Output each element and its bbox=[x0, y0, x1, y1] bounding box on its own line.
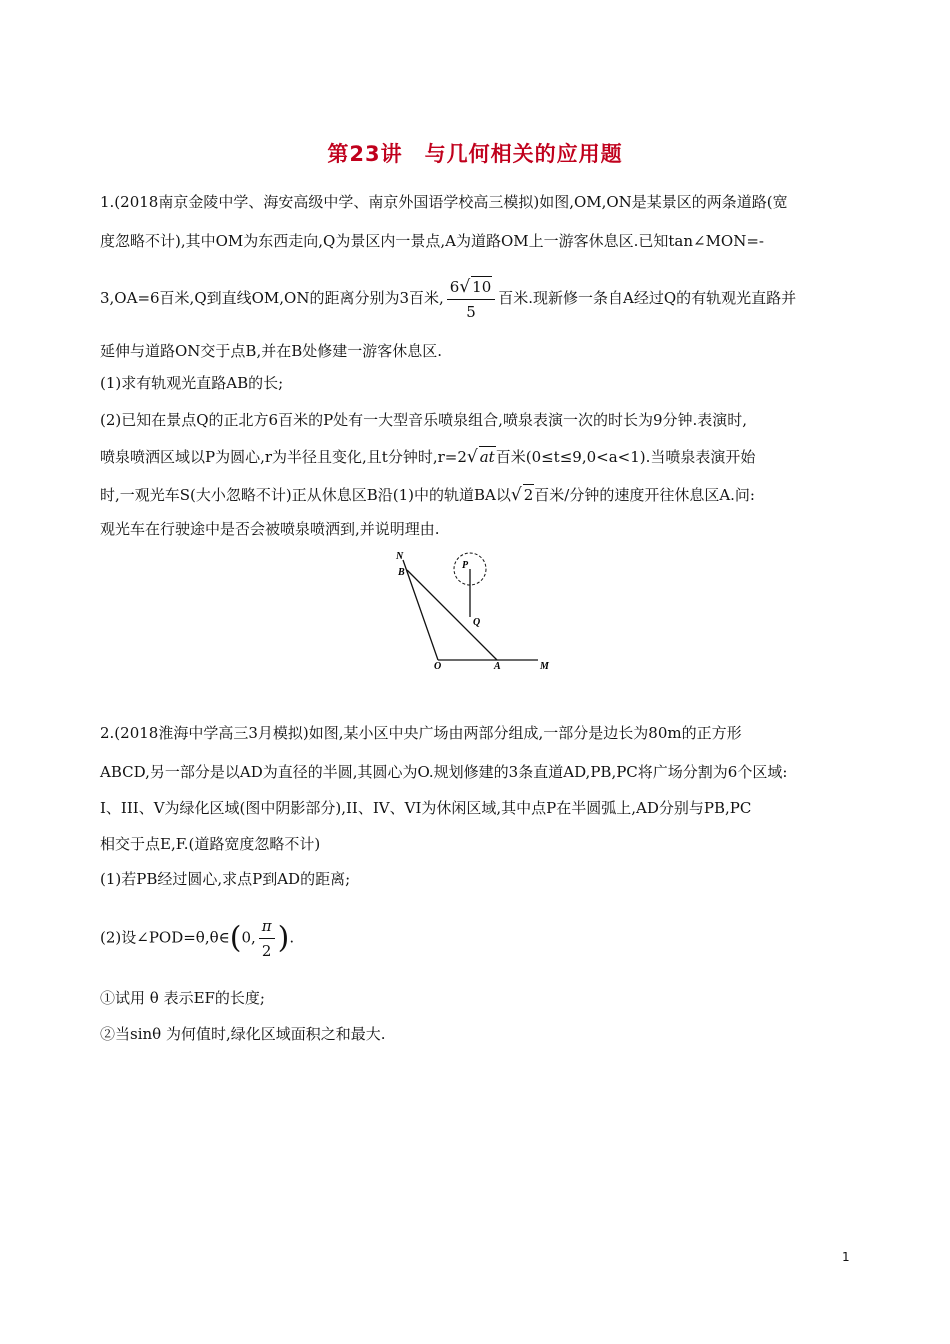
label-Q: Q bbox=[473, 617, 481, 628]
q2-line-2: ABCD,另一部分是以AD为直径的半圆,其圆心为O.规划修建的3条直道AD,PB,PC将广场分割为6个区域: bbox=[100, 763, 788, 781]
q1-part-1: (1)求有轨观光直路AB的长; bbox=[100, 374, 284, 392]
q1-line-4: 延伸与道路ON交于点B,并在B处修建一游客休息区. bbox=[100, 342, 443, 360]
frac-radicand: 10 bbox=[472, 278, 492, 296]
close-paren: ) bbox=[277, 920, 290, 956]
q2-part-2-pre: (2)设∠POD=θ,θ∈ bbox=[100, 928, 230, 947]
q2-line-4: 相交于点E,F.(道路宽度忽略不计) bbox=[100, 835, 321, 853]
label-O: O bbox=[434, 661, 442, 672]
q1-part-2b bbox=[100, 446, 755, 467]
page-number: 1 bbox=[842, 1250, 850, 1264]
fraction-6root10-over-5 bbox=[447, 276, 495, 322]
q2-line-3: I、III、V为绿化区域(图中阴影部分),II、IV、VI为休闲区域,其中点P在半圆弧上,AD分别与PB,PC bbox=[100, 799, 752, 817]
radical-sign: √ bbox=[466, 447, 478, 467]
q1-part-2b-pre: 喷泉喷洒区域以P为圆心,r为半径且变化,且t分钟时,r=2 bbox=[100, 448, 467, 466]
frac-pi: π bbox=[259, 916, 275, 939]
q1-part-2a: (2)已知在景点Q的正北方6百米的P处有一大型音乐喷泉组合,喷泉表演一次的时长为9分钟.表演时, bbox=[100, 411, 748, 429]
q1-part-2c bbox=[100, 484, 755, 505]
radical-sign: √ bbox=[459, 277, 471, 297]
q1-line-3b: 百米.现新修一条自A经过Q的有轨观光直路并 bbox=[498, 289, 797, 307]
q1-part-2c-post: 百米/分钟的速度开往休息区A.问: bbox=[534, 486, 755, 504]
road-ON bbox=[403, 560, 438, 660]
path-AB bbox=[407, 570, 497, 660]
interval-start: 0, bbox=[241, 928, 256, 947]
q2-part-2-post: . bbox=[289, 928, 295, 947]
label-M: M bbox=[540, 661, 549, 672]
q1-part-2d: 观光车在行驶途中是否会被喷泉喷洒到,并说明理由. bbox=[100, 520, 440, 538]
q1-line-2: 度忽略不计),其中OM为东西走向,Q为景区内一景点,A为道路OM上一游客休息区.已知tan∠MON=- bbox=[100, 232, 764, 250]
frac-coef: 6 bbox=[449, 278, 460, 296]
q1-part-2c-pre: 时,一观光车S(大小忽略不计)正从休息区B沿(1)中的轨道BA以 bbox=[100, 486, 511, 504]
q2-part-1: (1)若PB经过圆心,求点P到AD的距离; bbox=[100, 870, 351, 888]
label-B: B bbox=[398, 567, 405, 578]
q1-line-3a: 3,OA=6百米,Q到直线OM,ON的距离分别为3百米, bbox=[100, 289, 444, 307]
radicand-2: 2 bbox=[523, 486, 534, 504]
q2-part-2 bbox=[100, 916, 294, 961]
label-P: P bbox=[462, 560, 469, 571]
q2-sub-2: ②当sinθ 为何值时,绿化区域面积之和最大. bbox=[100, 1025, 386, 1043]
label-A: A bbox=[494, 661, 501, 672]
q1-part-2b-post: 百米(0≤t≤9,0<a<1).当喷泉表演开始 bbox=[495, 448, 756, 466]
q1-line-3 bbox=[100, 276, 796, 322]
q2-sub-1: ①试用 θ 表示EF的长度; bbox=[100, 989, 265, 1007]
q1-figure bbox=[390, 545, 560, 673]
page-title: 第23讲 与几何相关的应用题 bbox=[327, 142, 623, 166]
q1-line-1: 1.(2018南京金陵中学、海安高级中学、南京外国语学校高三模拟)如图,OM,ON是某景区的两条道路(宽 bbox=[100, 193, 788, 211]
radical-sign: √ bbox=[510, 485, 522, 505]
fraction-pi-over-2 bbox=[259, 916, 275, 961]
frac-two: 2 bbox=[261, 942, 272, 960]
radicand-at: at bbox=[479, 448, 495, 466]
frac-denominator: 5 bbox=[466, 303, 476, 321]
q2-line-1: 2.(2018淮海中学高三3月模拟)如图,某小区中央广场由两部分组成,一部分是边长为80m的正方形 bbox=[100, 724, 742, 742]
open-paren: ( bbox=[229, 920, 242, 956]
label-N: N bbox=[396, 551, 404, 562]
